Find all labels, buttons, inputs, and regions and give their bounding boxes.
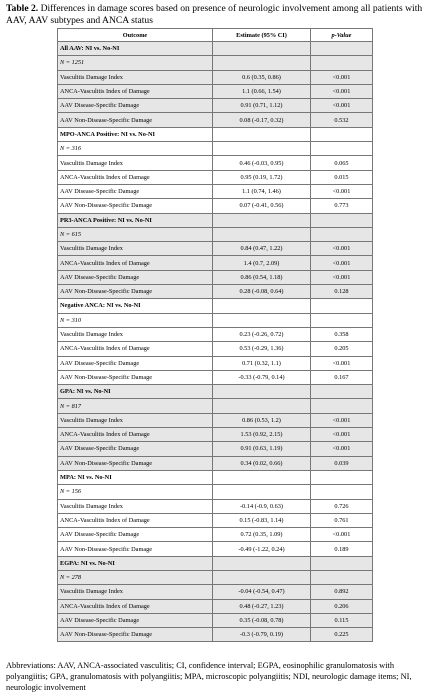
p-value-cell: <0.001 [311,184,373,198]
estimate-cell: 0.53 (-0.29, 1.36) [213,342,311,356]
empty-cell [311,142,373,156]
group-title: MPO-ANCA Positive: NI vs. No-NI [58,127,213,141]
table-row [58,356,373,370]
empty-cell [213,56,311,70]
p-value-cell: 0.773 [311,199,373,213]
estimate-cell: 0.86 (0.53, 1.2) [213,413,311,427]
group-title: EGPA: NI vs. No-NI [58,556,213,570]
outcome-cell: AAV Disease-Specific Damage [58,442,213,456]
p-value-cell: <0.001 [311,356,373,370]
p-value-cell: 0.128 [311,285,373,299]
group-sample-size: N = 278 [58,570,213,584]
p-value-cell: <0.001 [311,99,373,113]
outcome-cell: AAV Non-Disease-Specific Damage [58,370,213,384]
group-n-row [58,313,373,327]
table-caption-text: Differences in damage scores based on presence of neurologic involvement among all patients with AAV, AAV subtypes and ANCA status [6,3,423,27]
table-row [58,599,373,613]
estimate-cell: 0.86 (0.54, 1.18) [213,270,311,284]
damage-scores-table [57,28,373,642]
estimate-cell: 0.84 (0.47, 1.22) [213,242,311,256]
header-p-value: p-Value [311,29,373,42]
table-row [58,256,373,270]
table-body [58,42,373,642]
p-value-cell: <0.001 [311,256,373,270]
estimate-cell: 0.35 (-0.08, 0.78) [213,613,311,627]
empty-cell [213,470,311,484]
empty-cell [213,142,311,156]
estimate-cell: -0.49 (-1.22, 0.24) [213,542,311,556]
group-n-row [58,399,373,413]
empty-cell [311,313,373,327]
table-header-row [58,29,373,42]
table-row [58,442,373,456]
outcome-cell: AAV Non-Disease-Specific Damage [58,285,213,299]
p-value-cell: <0.001 [311,528,373,542]
estimate-cell: -0.04 (-0.54, 0.47) [213,585,311,599]
empty-cell [311,399,373,413]
table-row [58,542,373,556]
p-value-cell: <0.001 [311,428,373,442]
outcome-cell: AAV Disease-Specific Damage [58,356,213,370]
table-row [58,327,373,341]
estimate-cell: 0.6 (0.35, 0.86) [213,70,311,84]
table-row [58,242,373,256]
estimate-cell: -0.3 (-0.79, 0.19) [213,628,311,642]
table-row [58,70,373,84]
p-value-cell: 0.039 [311,456,373,470]
table-caption-label: Table 2. [6,3,39,14]
group-title: All AAV: NI vs. No-NI [58,42,213,56]
group-n-row [58,485,373,499]
p-value-cell: <0.001 [311,242,373,256]
table-row [58,585,373,599]
empty-cell [213,385,311,399]
p-value-cell: 0.532 [311,113,373,127]
empty-cell [311,570,373,584]
empty-cell [213,227,311,241]
p-value-cell: 0.358 [311,327,373,341]
p-value-cell: 0.205 [311,342,373,356]
header-estimate: Estimate (95% CI) [213,29,311,42]
outcome-cell: Vasculitis Damage Index [58,585,213,599]
table-row [58,84,373,98]
p-value-cell: 0.015 [311,170,373,184]
empty-cell [213,299,311,313]
outcome-cell: AAV Non-Disease-Specific Damage [58,628,213,642]
group-n-row [58,142,373,156]
table-row [58,428,373,442]
table-row [58,342,373,356]
table-row [58,156,373,170]
p-value-cell: <0.001 [311,70,373,84]
p-value-cell: 0.206 [311,599,373,613]
outcome-cell: AAV Disease-Specific Damage [58,613,213,627]
group-title-row [58,385,373,399]
p-value-cell: <0.001 [311,442,373,456]
outcome-cell: AAV Non-Disease-Specific Damage [58,113,213,127]
group-title: GPA: NI vs. No-NI [58,385,213,399]
outcome-cell: Vasculitis Damage Index [58,242,213,256]
group-title-row [58,470,373,484]
group-title-row [58,556,373,570]
group-sample-size: N = 1251 [58,56,213,70]
p-value-cell: 0.065 [311,156,373,170]
group-sample-size: N = 156 [58,485,213,499]
table-row [58,184,373,198]
estimate-cell: 0.72 (0.35, 1.09) [213,528,311,542]
table-row [58,285,373,299]
group-sample-size: N = 615 [58,227,213,241]
estimate-cell: 0.48 (-0.27, 1.23) [213,599,311,613]
empty-cell [213,42,311,56]
table-row [58,199,373,213]
empty-cell [213,570,311,584]
estimate-cell: 0.91 (0.63, 1.19) [213,442,311,456]
empty-cell [311,127,373,141]
table-row [58,613,373,627]
outcome-cell: Vasculitis Damage Index [58,70,213,84]
outcome-cell: ANCA-Vasculitis Index of Damage [58,170,213,184]
empty-cell [311,385,373,399]
group-title-row [58,127,373,141]
p-value-cell: <0.001 [311,270,373,284]
outcome-cell: AAV Disease-Specific Damage [58,270,213,284]
estimate-cell: 1.4 (0.7, 2.09) [213,256,311,270]
table-row [58,628,373,642]
p-value-cell: <0.001 [311,413,373,427]
empty-cell [213,485,311,499]
p-value-cell: 0.761 [311,513,373,527]
empty-cell [311,470,373,484]
empty-cell [213,213,311,227]
p-value-cell: <0.001 [311,84,373,98]
group-title: Negative ANCA: NI vs. No-NI [58,299,213,313]
outcome-cell: AAV Non-Disease-Specific Damage [58,542,213,556]
group-sample-size: N = 316 [58,142,213,156]
abbreviations-footnote: Abbreviations: AAV, ANCA-associated vasculitis; CI, confidence interval; EGPA, eosinophilic granulomatosis with polyangiitis; GPA, granulomatosis with polyangiitis; MPA, microscopic polyangiitis; NDI, neurologic damage items; NI, neurologic involvement [6,661,412,692]
outcome-cell: Vasculitis Damage Index [58,156,213,170]
outcome-cell: Vasculitis Damage Index [58,499,213,513]
estimate-cell: 1.53 (0.92, 2.15) [213,428,311,442]
empty-cell [213,556,311,570]
estimate-cell: 1.1 (0.74, 1.46) [213,184,311,198]
estimate-cell: 0.91 (0.71, 1.12) [213,99,311,113]
group-title-row [58,299,373,313]
estimate-cell: 0.34 (0.02, 0.66) [213,456,311,470]
estimate-cell: 0.46 (-0.03, 0.95) [213,156,311,170]
outcome-cell: AAV Disease-Specific Damage [58,184,213,198]
empty-cell [213,127,311,141]
p-value-cell: 0.726 [311,499,373,513]
p-value-cell: 0.167 [311,370,373,384]
table-caption [6,3,436,28]
table-row [58,270,373,284]
group-n-row [58,227,373,241]
outcome-cell: AAV Non-Disease-Specific Damage [58,199,213,213]
outcome-cell: ANCA-Vasculitis Index of Damage [58,513,213,527]
outcome-cell: ANCA-Vasculitis Index of Damage [58,256,213,270]
outcome-cell: AAV Disease-Specific Damage [58,528,213,542]
group-sample-size: N = 817 [58,399,213,413]
outcome-cell: AAV Non-Disease-Specific Damage [58,456,213,470]
table-row [58,370,373,384]
estimate-cell: -0.33 (-0.79, 0.14) [213,370,311,384]
estimate-cell: 0.28 (-0.08, 0.64) [213,285,311,299]
group-title-row [58,213,373,227]
outcome-cell: AAV Disease-Specific Damage [58,99,213,113]
estimate-cell: 0.71 (0.32, 1.1) [213,356,311,370]
outcome-cell: ANCA-Vasculitis Index of Damage [58,428,213,442]
empty-cell [311,227,373,241]
p-value-cell: 0.115 [311,613,373,627]
empty-cell [311,56,373,70]
table-row [58,499,373,513]
estimate-cell: 1.1 (0.66, 1.54) [213,84,311,98]
p-value-cell: 0.189 [311,542,373,556]
table-row [58,528,373,542]
estimate-cell: 0.23 (-0.26, 0.72) [213,327,311,341]
p-value-cell: 0.892 [311,585,373,599]
outcome-cell: ANCA-Vasculitis Index of Damage [58,342,213,356]
empty-cell [311,299,373,313]
group-title-row [58,42,373,56]
empty-cell [311,485,373,499]
estimate-cell: 0.07 (-0.41, 0.56) [213,199,311,213]
group-title: MPA: NI vs. No-NI [58,470,213,484]
table-row [58,170,373,184]
group-n-row [58,56,373,70]
empty-cell [311,42,373,56]
empty-cell [213,313,311,327]
estimate-cell: 0.15 (-0.83, 1.14) [213,513,311,527]
group-title: PR3-ANCA Positive: NI vs. No-NI [58,213,213,227]
group-n-row [58,570,373,584]
outcome-cell: Vasculitis Damage Index [58,327,213,341]
estimate-cell: 0.08 (-0.17, 0.32) [213,113,311,127]
outcome-cell: Vasculitis Damage Index [58,413,213,427]
table-row [58,513,373,527]
header-outcome: Outcome [58,29,213,42]
estimate-cell: 0.95 (0.19, 1.72) [213,170,311,184]
group-sample-size: N = 310 [58,313,213,327]
outcome-cell: ANCA-Vasculitis Index of Damage [58,599,213,613]
table-row [58,113,373,127]
outcome-cell: ANCA-Vasculitis Index of Damage [58,84,213,98]
p-value-cell: 0.225 [311,628,373,642]
table-row [58,413,373,427]
empty-cell [311,213,373,227]
table-row [58,99,373,113]
empty-cell [311,556,373,570]
estimate-cell: -0.14 (-0.9, 0.63) [213,499,311,513]
table-row [58,456,373,470]
empty-cell [213,399,311,413]
